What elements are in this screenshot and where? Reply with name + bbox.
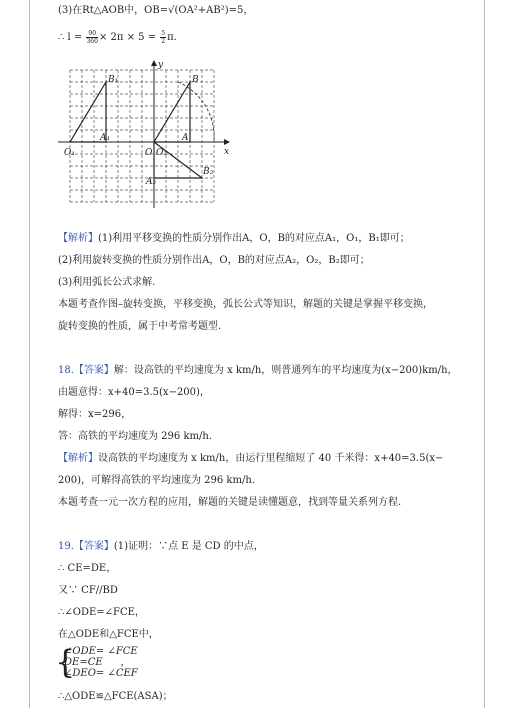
label-a: A: [182, 133, 189, 143]
fraction-5-2: $\frac{5}{2}$: [161, 30, 166, 45]
q18-number: 18.: [58, 365, 74, 376]
q18-answer-line: 18.【答案】解：设高铁的平均速度为 x km/h，则普通列车的平均速度为(x−200)km/h，: [58, 365, 458, 376]
coordinate-figure: [52, 58, 242, 212]
label-a1: A₁: [100, 133, 111, 143]
label-b2: B₂: [203, 167, 214, 177]
label-o2: O₂: [156, 148, 167, 158]
brace-glyph: {: [55, 643, 76, 681]
q19-conclusion-line: ∴△ODE≌△FCE(ASA)；: [58, 691, 173, 702]
label-y: y: [158, 60, 164, 70]
analysis-line-1: 【解析】(1)利用平移变换的性质分别作出A，O，B的对应点A₁，O₁，B₁即可；: [58, 233, 410, 244]
fraction-90-360: $\frac{90}{360}$: [86, 30, 98, 45]
q18-line-2: 由题意得：x+40=3.5(x−200)，: [58, 387, 210, 398]
arc-middle: × 2π × 5 =: [98, 32, 160, 43]
arc-length-line: [58, 30, 177, 45]
label-b: B: [192, 75, 199, 85]
page-left-border: [29, 0, 30, 708]
analysis-tag: 【解析】: [58, 233, 98, 244]
grid-lines: [70, 70, 214, 202]
x-axis-arrow: [224, 139, 230, 145]
label-a2: A₂: [146, 177, 157, 187]
page-right-border: [484, 0, 485, 708]
case-row-1: ∠ODE= ∠FCE: [64, 646, 138, 657]
label-x: x: [224, 147, 230, 157]
analysis-line-5: 旋转变换的性质，属于中考常考题型.: [58, 321, 222, 332]
case-row-3: ∠DEO= ∠CEF: [64, 668, 138, 679]
q19-answer-line: 19.【答案】(1)证明：∵点 E 是 CD 的中点，: [58, 541, 264, 552]
analysis-line-2: (2)利用旋转变换的性质分别作出A，O，B的对应点A₂，O₂，B₂即可；: [58, 255, 370, 266]
q18-analysis-line: 【解析】设高铁的平均速度为 x km/h，由运行里程缩短了 40 千米得：x+40=3.5(x−: [58, 453, 444, 464]
analysis-line-3: (3)利用弧长公式求解.: [58, 277, 156, 288]
q19-line-2: ∴ CE=DE，: [58, 563, 117, 574]
arc-prefix: ∴ l =: [58, 32, 86, 43]
q19-equation-system: [55, 643, 138, 681]
y-axis-arrow: [151, 60, 157, 66]
q18-line-3: 解得：x=296，: [58, 409, 132, 420]
q19-answer-tag: 【答案】: [73, 541, 114, 552]
label-o: O: [145, 148, 153, 158]
q18-analysis-tag: 【解析】: [58, 453, 98, 464]
q19-number: 19.: [58, 541, 74, 552]
q18-answer-tag: 【答案】: [73, 365, 114, 376]
q18-line-6: 200)，可解得高铁的平均速度为 296 km/h.: [58, 475, 255, 486]
part3-hypotenuse-line: (3)在Rt△AOB中，OB=√(OA²+AB²)=5，: [58, 5, 254, 16]
label-b1: B₁: [108, 75, 119, 85]
q18-line-4: 答：高铁的平均速度为 296 km/h.: [58, 431, 212, 442]
q19-line-4: ∴∠ODE=∠FCE，: [58, 607, 145, 618]
q19-line-3: 又∵ CF//BD: [58, 585, 118, 596]
arc-suffix: π.: [167, 32, 177, 43]
analysis-line-4: 本题考查作图–旋转变换，平移变换，弧长公式等知识，解题的关键是掌握平移变换，: [58, 299, 433, 310]
label-o1: O₁: [64, 148, 75, 158]
case-row-2: DE=CE ，: [64, 657, 131, 668]
q19-line-5: 在△ODE和△FCE中，: [58, 629, 159, 640]
q18-line-7: 本题考查一元一次方程的应用，解题的关键是读懂题意，找到等量关系列方程.: [58, 497, 402, 508]
